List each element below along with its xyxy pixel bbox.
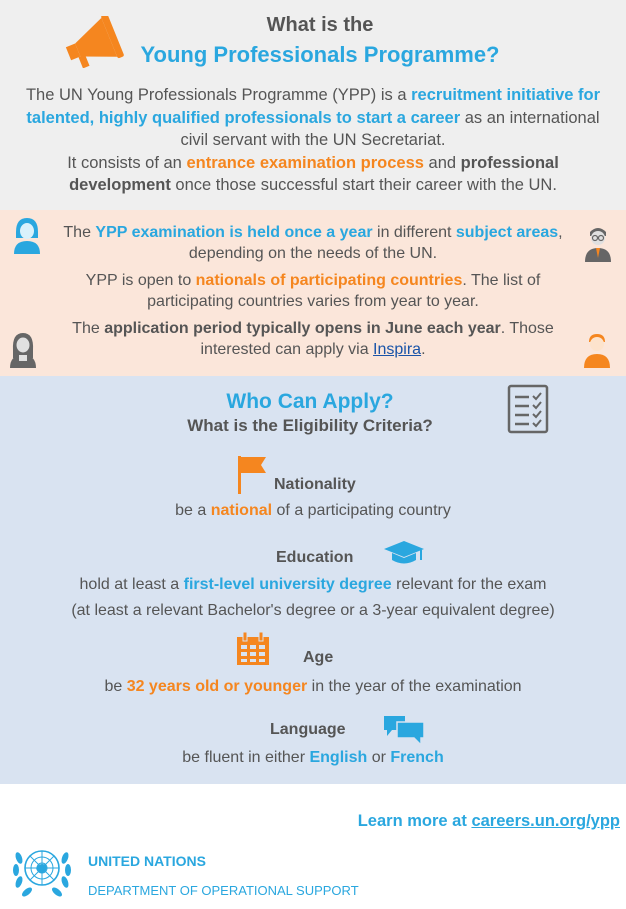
fact-highlight: application period typically opens in June each year	[104, 320, 501, 337]
criterion-text: in the year of the examination	[307, 678, 522, 695]
title-line-2: Young Professionals Programme?	[140, 42, 500, 67]
flag-icon	[236, 454, 268, 494]
inspira-link[interactable]: Inspira	[373, 341, 422, 358]
intro-highlight: entrance examination process	[186, 153, 424, 172]
intro-text: once those successful start their career with the UN.	[170, 176, 557, 194]
criterion-text: relevant for the exam	[391, 576, 547, 593]
intro-section	[0, 0, 626, 210]
education-heading: Education	[276, 549, 354, 566]
chat-bubbles-icon	[383, 714, 425, 746]
facts-section	[0, 210, 626, 376]
fact-text: YPP is open to	[85, 272, 196, 289]
intro-text: The UN Young Professionals Programme (YPP) is a	[25, 86, 412, 104]
fact-text: . The list of participating countries varies from year to year.	[147, 272, 541, 310]
intro-text: and	[423, 153, 461, 172]
fact-application-period	[60, 318, 566, 360]
criterion-highlight: French	[390, 749, 444, 766]
fact-text: . Those interested can apply via	[200, 320, 554, 358]
education-note: (at least a relevant Bachelor's degree or a 3-year equivalent degree)	[71, 602, 555, 619]
eligibility-subtitle: What is the Eligibility Criteria?	[187, 416, 433, 435]
criterion-text: or	[367, 749, 391, 766]
age-heading: Age	[303, 649, 334, 666]
fact-exam-frequency	[60, 222, 566, 264]
fact-text: .	[421, 341, 426, 358]
intro-highlight: professional development	[69, 153, 559, 194]
criterion-highlight: 32 years old or younger	[126, 678, 308, 695]
nationality-criterion	[0, 502, 626, 520]
criterion-text: hold at least a	[79, 576, 184, 593]
title-line-1: What is the	[266, 14, 374, 36]
intro-highlight: recruitment initiative for talented, highly qualified professionals to start a career	[26, 86, 601, 127]
man-icon	[582, 330, 612, 368]
man-with-glasses-icon	[583, 224, 613, 262]
intro-paragraph	[20, 84, 606, 197]
department-name: DEPARTMENT OF OPERATIONAL SUPPORT	[88, 883, 359, 898]
checklist-icon	[507, 384, 549, 434]
woman-long-hair-icon	[8, 330, 38, 368]
fact-highlight: YPP examination is held once a year	[95, 224, 373, 241]
language-heading: Language	[270, 721, 346, 738]
criterion-text: be a	[175, 502, 211, 519]
calendar-icon	[236, 632, 270, 666]
woman-icon	[12, 216, 42, 254]
fact-text: , depending on the needs of the UN.	[188, 224, 563, 262]
careers-link[interactable]: careers.un.org/ypp	[471, 812, 620, 830]
criterion-text: be fluent in either	[182, 749, 310, 766]
fact-highlight: nationals of participating countries	[195, 272, 463, 289]
graduation-cap-icon	[383, 540, 425, 566]
criterion-text: be	[104, 678, 127, 695]
education-criterion	[0, 576, 626, 594]
language-criterion	[0, 749, 626, 767]
learn-more-prefix: Learn more at	[357, 812, 472, 830]
fact-highlight: subject areas	[455, 224, 559, 241]
org-name: UNITED NATIONS	[88, 853, 206, 869]
un-emblem-icon	[10, 838, 74, 902]
learn-more	[358, 812, 620, 831]
intro-text: as an international civil servant with the UN Secretariat.	[180, 108, 600, 149]
criterion-highlight: national	[210, 502, 273, 519]
fact-text: in different	[372, 224, 456, 241]
nationality-heading: Nationality	[274, 476, 356, 493]
intro-text: It consists of an	[67, 153, 187, 172]
fact-text: The	[72, 320, 105, 337]
fact-text: The	[63, 224, 96, 241]
criterion-highlight: first-level university degree	[183, 576, 392, 593]
criterion-text: of a participating country	[272, 502, 451, 519]
age-criterion	[0, 678, 626, 696]
criterion-highlight: English	[309, 749, 368, 766]
fact-eligibility-nationals	[60, 270, 566, 312]
eligibility-section	[0, 376, 626, 784]
eligibility-title: Who Can Apply?	[226, 390, 394, 413]
